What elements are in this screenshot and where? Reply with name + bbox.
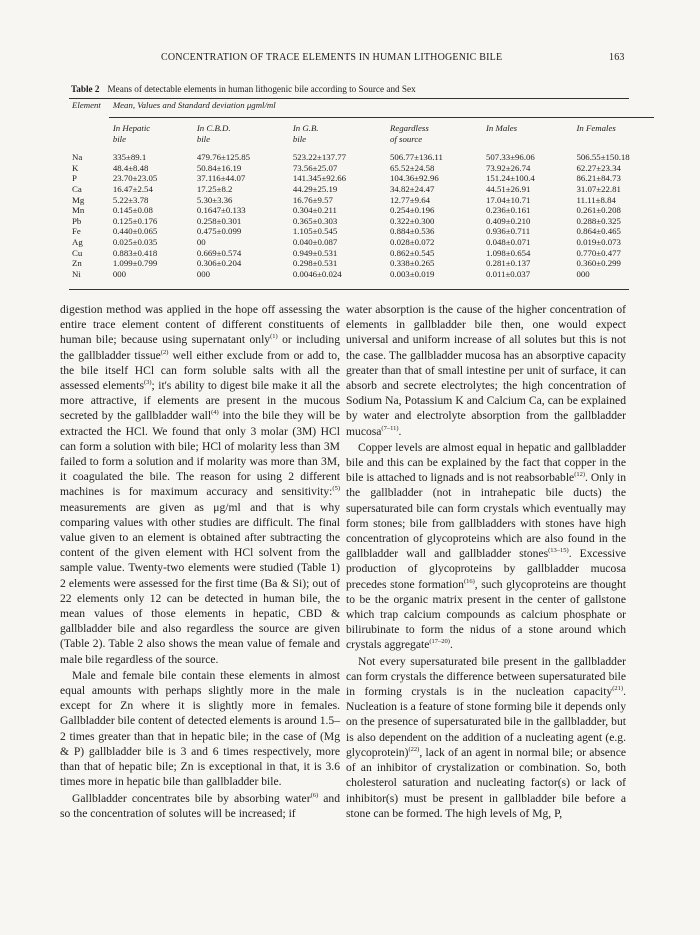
table-cell: 16.76±9.57 <box>292 194 333 205</box>
table-row <box>69 163 654 174</box>
table-cell: 0.949±0.531 <box>292 247 338 258</box>
element-symbol: Mg <box>72 194 85 205</box>
table-cell: 0.884±0.536 <box>389 226 435 237</box>
table-cell: 000 <box>576 268 590 279</box>
table-cell: 62.27±23.34 <box>576 162 621 173</box>
column-header-line: In C.B.D. <box>196 123 231 133</box>
column-header <box>293 123 390 144</box>
table-cell: 0.338±0.265 <box>389 258 435 269</box>
column-header <box>486 123 577 144</box>
table-top-rule <box>69 98 629 99</box>
header-group: Mean, Values and Standard deviation μgml/ml <box>112 100 276 110</box>
table-cell: 0.298±0.531 <box>292 258 338 269</box>
table-cell: 507.33±96.06 <box>486 152 535 163</box>
table-cell: 50.84±16.19 <box>196 162 242 173</box>
citation-ref: (3) <box>143 379 152 387</box>
table-cell: 16.47±2.54 <box>112 183 153 194</box>
column-header-line: bile <box>196 133 211 144</box>
text-run: Not every supersaturated bile present in the gallbladder can form crystals the difference between supersaturated bile in forming crystals is in the nucleation capacity <box>346 654 626 699</box>
table-cell: 0.409±0.210 <box>486 215 531 226</box>
table-cell: 335±89.1 <box>112 152 147 163</box>
table-cell: 0.048±0.071 <box>486 236 531 247</box>
column-header <box>577 123 654 144</box>
text-run: or including the gallbladder tissue <box>60 333 340 362</box>
table-cell: 12.77±9.64 <box>389 194 430 205</box>
paragraph <box>60 791 340 821</box>
citation-ref: (7–11) <box>381 424 399 432</box>
table-cell: 506.55±150.18 <box>576 152 630 163</box>
citation-ref: (1) <box>270 333 278 341</box>
column-header-line: Regardless <box>389 123 429 133</box>
citation-ref: (21) <box>612 685 624 693</box>
table-row <box>69 258 654 269</box>
table-cell: 0.019±0.073 <box>576 236 621 247</box>
table-cell: 31.07±22.81 <box>576 183 621 194</box>
running-title: CONCENTRATION OF TRACE ELEMENTS IN HUMAN LITHOGENIC BILE <box>161 52 503 63</box>
text-run: , such glycoproteins are thought to be the organic matrix present in the center of gallstone which trap calcium compounds as calcium phosphate or bilirubinate to form the nidus of a stone around which crystals aggregate <box>346 577 626 652</box>
element-symbol: P <box>72 173 77 184</box>
table-cell: 1.098±0.654 <box>486 247 531 258</box>
paragraph <box>60 302 340 667</box>
table-cell: 0.145±0.08 <box>112 205 153 216</box>
table-cell: 0.236±0.161 <box>486 205 531 216</box>
table-cell: 0.669±0.574 <box>196 247 242 258</box>
text-run: , lack of an agent in normal bile; or absence of an inhibitor of crystalization or combination. So, both cholesterol saturation and nucleating factor(s) or lack of inhibitor(s) must be present in gallbladder bile before a stone can be formed. The high levels of Mg, P, <box>346 745 626 820</box>
table-cell: 65.52±24.58 <box>389 162 435 173</box>
table-cell: 0.936±0.711 <box>486 226 531 237</box>
column-header-line: bile <box>112 133 127 144</box>
citation-ref: (16) <box>463 577 475 585</box>
text-run: . Excessive production of glycoproteins by gallbladder mucosa precedes stone formation <box>346 547 627 591</box>
column-header-line: bile <box>292 133 307 144</box>
table-row <box>69 152 654 163</box>
table-cell: 1.099±0.799 <box>112 258 158 269</box>
column-header <box>197 123 293 144</box>
element-symbol: Ca <box>72 183 82 194</box>
table-cell: 0.261±0.208 <box>576 205 621 216</box>
table-cell: 17.25±8.2 <box>196 183 233 194</box>
citation-ref: (13–15) <box>548 547 569 555</box>
table-cell: 48.4±8.48 <box>112 162 149 173</box>
paragraph <box>346 302 626 439</box>
element-symbol: Fe <box>72 226 81 237</box>
table-cell: 000 <box>196 268 211 279</box>
page-number: 163 <box>609 52 625 63</box>
table-cell: 0.1647±0.133 <box>196 205 246 216</box>
table-caption-text: Means of detectable elements in human lithogenic bile according to Source and Sex <box>107 84 416 94</box>
table-cell: 0.770±0.477 <box>576 247 621 258</box>
text-run: . Nucleation is a feature of stone forming bile it depends only on the presence of supersaturated bile in the gallbladder, but is also dependent on the addition of a nucleating agent (e.g. glycoprotein) <box>346 685 626 759</box>
text-run: and so the concentration of solutes will be increased; if <box>60 791 341 820</box>
citation-ref: (12) <box>574 471 586 479</box>
table-row <box>69 216 654 227</box>
table-cell: 37.116±44.07 <box>196 173 246 184</box>
element-symbol: Mn <box>72 205 85 216</box>
table-row <box>69 226 654 237</box>
table-label: Table 2 <box>71 84 100 94</box>
data-table <box>69 100 654 279</box>
citation-ref: (2) <box>160 348 169 356</box>
paragraph <box>346 440 626 653</box>
column-header-line: In Hepatic <box>112 123 151 133</box>
table-cell: 523.22±137.77 <box>292 152 347 163</box>
element-symbol: K <box>72 162 79 173</box>
table-cell: 0.306±0.204 <box>196 258 242 269</box>
table-row <box>69 184 654 195</box>
table-caption <box>71 84 416 94</box>
table-cell: 0.028±0.072 <box>389 236 435 247</box>
table-cell: 23.70±23.05 <box>112 173 158 184</box>
table-cell: 34.82±24.47 <box>389 183 435 194</box>
element-symbol: Ni <box>72 268 81 279</box>
element-symbol: Cu <box>72 247 83 258</box>
column-header-line: In Males <box>486 123 518 133</box>
table-row <box>69 248 654 259</box>
text-run: Copper levels are almost equal in hepatic and gallbladder bile and this can be explained by the fact that copper in the bile is attached to lignads and is not reabsorbable <box>346 440 626 485</box>
table-cell: 0.304±0.211 <box>292 205 337 216</box>
text-run: . Only in the gallbladder (not in intrahepatic bile ducts) the supersaturated bile can form crystals which eventually may form stones; bile from gallbladders with stones have high concentration of glycoproteins which are also found in the gallbladder wall and gallbladder stones <box>346 471 626 561</box>
citation-ref: (4) <box>211 409 219 417</box>
table-bottom-rule <box>69 289 629 290</box>
table-cell: 0.475±0.099 <box>196 226 242 237</box>
table-cell: 44.51±26.91 <box>486 183 531 194</box>
table-row <box>69 269 654 280</box>
table-cell: 73.92±26.74 <box>486 162 531 173</box>
table-cell: 86.21±84.73 <box>576 173 621 184</box>
element-symbol: Na <box>72 152 83 163</box>
table-cell: 151.24±100.4 <box>486 173 535 184</box>
table-row <box>69 205 654 216</box>
table-cell: 0.025±0.035 <box>112 236 158 247</box>
table-cell: 506.77±136.11 <box>389 152 443 163</box>
table-row <box>69 237 654 248</box>
header-element: Element <box>72 100 101 110</box>
right-column <box>346 302 626 821</box>
text-run: ; it's ability to digest bile make it all the more attractive, if elements are present in the mucous secreted by the gallbladder wall <box>60 379 340 423</box>
table-cell: 0.322±0.300 <box>389 215 435 226</box>
element-symbol: Pb <box>72 215 82 226</box>
column-header-line: In G.B. <box>292 123 319 133</box>
text-run: measurements are given as μg/ml and that is why comparing values with other studies are difficult. The final value given to an element is obtained after subtracting the content of the given element with HCl solvent from the sample value. Twenty-two elements were studied (Table 1) 2 elements were assessed for the first time (Ba & Si); out of 22 elements only 12 can be detected in human bile, the mean values of those elements in hepatic, CBD & gallbladder bile and also regardless the source are given (Table 2). Table 2 also shows the mean value of female and male bile regardless of the source. <box>60 500 340 666</box>
table-cell: 141.345±92.66 <box>292 173 347 184</box>
table-cell: 0.125±0.176 <box>112 215 158 226</box>
column-header-line: of source <box>389 133 423 144</box>
table-cell: 0.0046±0.024 <box>292 268 342 279</box>
text-run: . <box>398 424 402 438</box>
paragraph <box>60 668 340 790</box>
table-cell: 11.11±8.84 <box>576 194 616 205</box>
element-symbol: Ag <box>72 236 83 247</box>
text-run: Gallbladder concentrates bile by absorbing water <box>72 791 311 805</box>
text-run: well either exclude from or add to, the bile itself HCl can form soluble salts with all the assessed elements <box>60 348 340 393</box>
table-cell: 17.04±10.71 <box>486 194 531 205</box>
column-header-line: In Females <box>576 123 616 133</box>
table-cell: 0.862±0.545 <box>389 247 435 258</box>
table-cell: 5.30±3.36 <box>196 194 233 205</box>
text-run: . <box>449 638 453 652</box>
table-cell: 479.76±125.85 <box>196 152 251 163</box>
table-cell: 0.365±0.303 <box>292 215 338 226</box>
table-cell: 0.864±0.465 <box>576 226 621 237</box>
table-cell: 0.254±0.196 <box>389 205 435 216</box>
table-cell: 0.883±0.418 <box>112 247 158 258</box>
table-cell: 0.003±0.019 <box>389 268 435 279</box>
table-cell: 0.440±0.065 <box>112 226 158 237</box>
text-run: digestion method was applied in the hope off assessing the entire trace element content of different constituents of human bile; because using supernatant only <box>60 303 340 347</box>
paragraph <box>346 654 626 821</box>
citation-ref: (6) <box>310 791 319 799</box>
citation-ref: (22) <box>408 746 420 754</box>
table-row <box>69 195 654 206</box>
column-header-line <box>486 134 577 145</box>
table-cell: 0.360±0.299 <box>576 258 621 269</box>
table-row <box>69 173 654 184</box>
column-header <box>390 123 486 144</box>
column-header <box>101 123 197 144</box>
table-cell: 0.258±0.301 <box>196 215 242 226</box>
left-column <box>60 302 340 821</box>
table-cell: 0.040±0.087 <box>292 236 338 247</box>
table-cell: 5.22±3.78 <box>112 194 149 205</box>
table-cell: 44.29±25.19 <box>292 183 338 194</box>
table-cell: 73.56±25.07 <box>292 162 338 173</box>
table-cell: 104.36±92.96 <box>389 173 439 184</box>
text-run: Male and female bile contain these elements in almost equal amounts with perhaps slightly more in the male except for Zn where it is slightly more in females. Gallbladder bile content of detected elements is around 1.5–2 times greater than that in hepatic bile; in the case of (Mg & P) gallbladder bile is 3 and 6 times respectively, more than that of hepatic bile; Zn is exceptional in that, it is 3.6 times more in hepatic bile than gallbladder bile. <box>60 668 340 789</box>
column-header-line <box>577 134 654 145</box>
table-cell: 0.288±0.325 <box>576 215 621 226</box>
table-cell: 0.011±0.037 <box>486 268 531 279</box>
citation-ref: (5) <box>332 485 340 493</box>
citation-ref: (17–20) <box>429 638 450 646</box>
table-cell: 00 <box>196 236 206 247</box>
text-run: into the bile they will be extracted the HCl. We found that only 3 molar (3M) HCl can form a solution with bile; HCl of molarity less than 3M failed to form a solution and if molarity was more than 3M, it coagulated the bile. The reason for using 2 different machines is for maximum accuracy and sensitivity: <box>60 409 340 499</box>
text-run: water absorption is the cause of the higher concentration of elements in gallbladder bile then, one would expect universal and uniform increase of all solutes but this is not the case. The gallbladder mucosa has an absorptive capacity greater than that of small intestine per unit of surface, it can absorb and secrete electrolytes; the high concentration of Sodium Na, Potassium K and Calcium Ca, can be explained by water and electrolyte absorption from the gallbladder mucosa <box>346 303 626 438</box>
table-cell: 1.105±0.545 <box>292 226 338 237</box>
table-cell: 0.281±0.137 <box>486 258 531 269</box>
table-cell: 000 <box>112 268 127 279</box>
element-symbol: Zn <box>72 258 82 269</box>
